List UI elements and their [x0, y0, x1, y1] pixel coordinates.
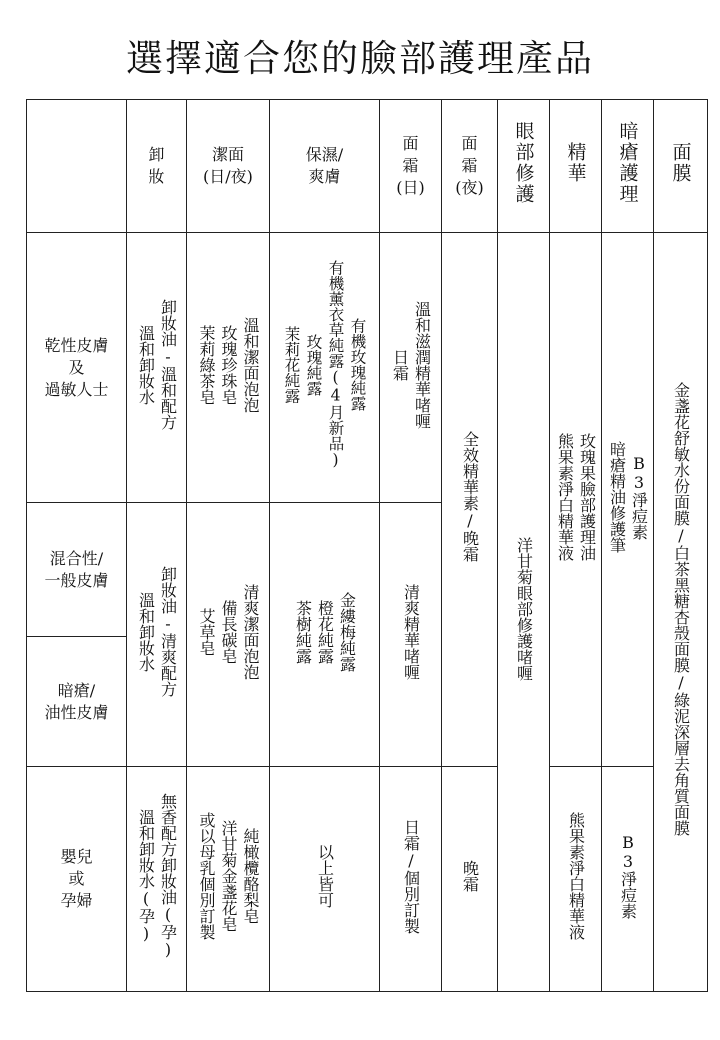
cell-mask-shared: 金盞花舒敏水份面膜/白茶黑糖杏殼面膜/綠泥深層去角質面膜: [654, 233, 708, 992]
cell-eye-shared: 洋甘菊眼部修護啫喱: [498, 233, 550, 992]
header-eye-care: 眼部修護: [498, 100, 550, 233]
page-title: 選擇適合您的臉部護理產品: [126, 37, 594, 80]
row-label-baby: 嬰兒 或 孕婦: [27, 767, 127, 992]
row-label-oily: 暗瘡/ 油性皮膚: [27, 637, 127, 767]
cell-dry-day: 溫和滋潤精華啫喱 日霜: [380, 233, 442, 503]
cell-baby-essence: 熊果素淨白精華液: [550, 767, 602, 992]
cell-baby-cleansing: 純橄欖酪梨皂 洋甘菊金盞花皂 或以母乳個別訂製: [187, 767, 270, 992]
header-moisturizing: 保濕/ 爽膚: [270, 100, 380, 233]
cell-baby-moist: 以上皆可: [270, 767, 380, 992]
header-day-cream: 面 霜 (日): [380, 100, 442, 233]
cell-co-day: 清爽精華啫喱: [380, 503, 442, 767]
header-makeup-removal: 卸 妝: [127, 100, 187, 233]
cell-acne-shared: B3淨痘素 暗瘡精油修護筆: [602, 233, 654, 767]
cell-dry-makeup: 卸妝油-溫和配方 溫和卸妝水: [127, 233, 187, 503]
cell-dry-moist: 有機玫瑰純露 有機薰衣草純露(4月新品) 玫瑰純露 茉莉花純露: [270, 233, 380, 503]
cell-baby-day: 日霜/個別訂製: [380, 767, 442, 992]
row-label-combo: 混合性/ 一般皮膚: [27, 503, 127, 637]
cell-dry-cleansing: 溫和潔面泡泡 玫瑰珍珠皂 茉莉綠茶皂: [187, 233, 270, 503]
header-night-cream: 面 霜 (夜): [442, 100, 498, 233]
row-label-dry: 乾性皮膚 及 過敏人士: [27, 233, 127, 503]
cell-co-moist: 金縷梅純露 橙花純露 茶樹純露: [270, 503, 380, 767]
cell-baby-makeup: 無香配方卸妝油(孕) 溫和卸妝水(孕): [127, 767, 187, 992]
cell-baby-acne: B3淨痘素: [602, 767, 654, 992]
cell-essence-shared: 玫瑰果臉部護理油 熊果素淨白精華液: [550, 233, 602, 767]
cell-night-shared: 全效精華素/晚霜: [442, 233, 498, 767]
cell-co-makeup: 卸妝油-清爽配方 溫和卸妝水: [127, 503, 187, 767]
cell-co-cleansing: 清爽潔面泡泡 備長碳皂 艾草皂: [187, 503, 270, 767]
product-table: [26, 99, 708, 992]
header-cleansing: 潔面 (日/夜): [187, 100, 270, 233]
header-acne-care: 暗瘡護理: [602, 100, 654, 233]
header-essence: 精華: [550, 100, 602, 233]
cell-baby-night: 晚霜: [442, 767, 498, 992]
corner-cell: [27, 100, 127, 233]
header-mask: 面膜: [654, 100, 708, 233]
